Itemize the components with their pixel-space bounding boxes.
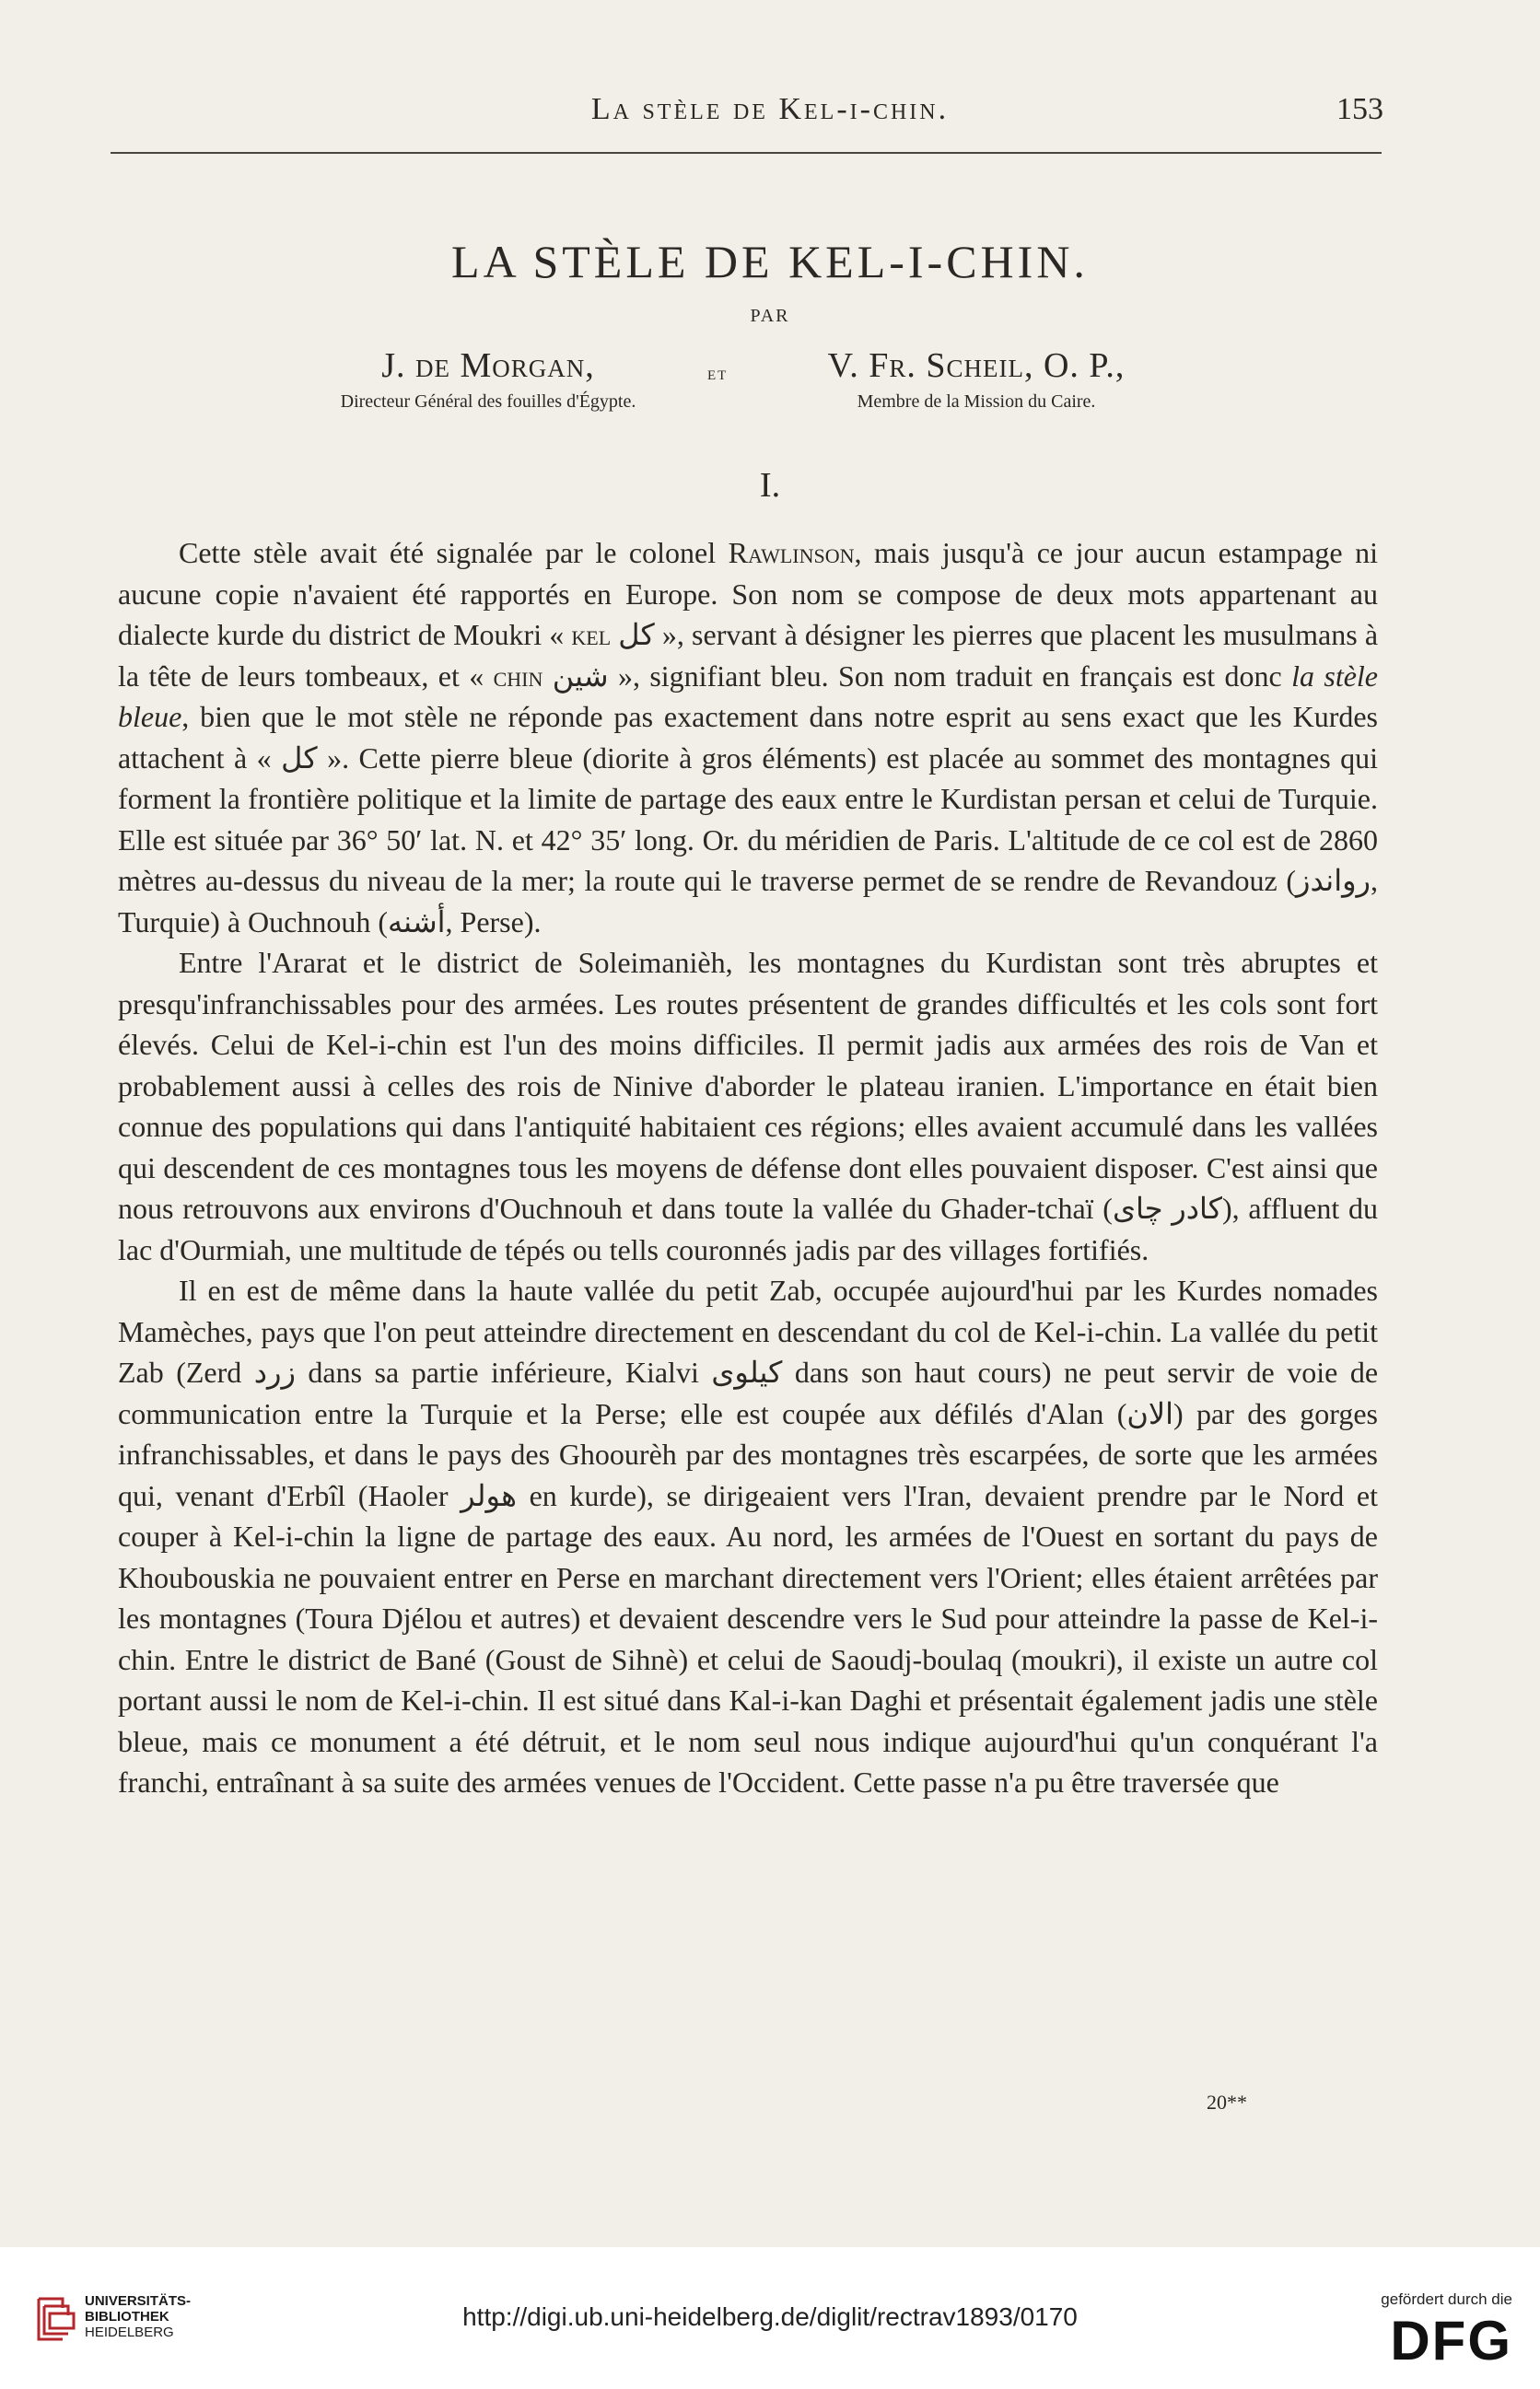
library-line: HEIDELBERG <box>85 2325 174 2340</box>
author-name: V. Fr. Scheil, O. P., <box>827 346 1126 385</box>
italic-phrase: la stèle bleue <box>118 658 1379 733</box>
text-run: , bien que le mot stèle ne réponde pas exactement dans notre esprit au sens exact que les Kurdes attachent à « كل ». Cette pierre bleue (diorite à gros éléments) est placée au sommet des montagnes qui forment la frontière politique et la limite de partage des eaux entre le Kurdistan persan et celui de Turquie. Elle est située par 36° 50′ lat. N. et 42° 35′ long. Or. du méridien de Paris. L'altitude de ce col est de 2860 mètres au-dessus du niveau de la mer; la route qui le traverse permet de se rendre de Revandouz (رواندز, Turquie) à Ouchnouh (أشنه, Perse). <box>118 700 1379 938</box>
author-role: Membre de la Mission du Caire. <box>857 391 1096 412</box>
author-morgan <box>295 345 682 413</box>
author-scheil <box>783 345 1170 413</box>
conjunction: et <box>707 361 729 384</box>
funding-caption: gefördert durch die <box>1381 2290 1512 2308</box>
dfg-logo: DFG <box>1390 2310 1512 2372</box>
section-number: I. <box>759 466 781 505</box>
running-head <box>0 92 1540 129</box>
article-title: LA STÈLE DE KEL-I-CHIN. <box>451 236 1089 287</box>
signature-mark: 20** <box>1207 2091 1247 2114</box>
paragraph-2: Entre l'Ararat et le district de Soleimanièh, les montagnes du Kurdistan sont très abruptes et presqu'infranchissables pour des armées. Les routes présentent de grandes difficultés et les cols sont fort élevés. Celui de Kel-i-chin est l'un des moins difficiles. Il permit jadis aux armées des rois de Van et probablement aussi à celles des rois de Ninive d'aborder le plateau iranien. L'importance en était bien connue des populations qui dans l'antiquité habitaient ces régions; elles avaient accumulé dans les vallées qui descendent de ces montagnes tous les moyens de défense dont elles pouvaient disposer. C'est ainsi que nous retrouvons aux environs d'Ouchnouh et dans toute la vallée du Ghader-tchaï (كادر چاى), affluent du lac d'Ourmiah, une multitude de tépés ou tells couronnés jadis par des villages fortifiés. <box>118 946 1379 1266</box>
word-kel: kel <box>571 618 612 651</box>
running-title: La stèle de Kel-i-chin. <box>590 92 950 126</box>
header-rule <box>111 152 1382 154</box>
body-text <box>118 532 1378 1803</box>
text-run: , mais jusqu'à ce jour aucun estampage ni aucune copie n'avaient été rapportés en Europe. Son nom se compose de deux mots appartenant au dialecte kurde du district de Moukri « <box>118 536 1379 651</box>
author-name: J. de Morgan, <box>381 346 595 385</box>
text-run: كل », servant à désigner les pierres que placent les musulmans à la tête de leurs tombeaux, et « <box>118 618 1379 693</box>
page-number: 153 <box>1336 92 1383 126</box>
word-chin: chin <box>493 658 543 693</box>
library-line: BIBLIOTHEK <box>85 2309 169 2325</box>
paragraph-1 <box>118 532 1378 942</box>
library-line: UNIVERSITÄTS- <box>85 2293 192 2309</box>
text-run: Cette stèle avait été signalée par le colonel <box>179 536 729 569</box>
footer-bar <box>0 2247 1540 2389</box>
paragraph-3: Il en est de même dans la haute vallée du petit Zab, occupée aujourd'hui par les Kurdes nomades Mamèches, pays que l'on peut atteindre directement en descendant du col de Kel-i-chin. La vallée du petit Zab (Zerd زرد dans sa partie inférieure, Kialvi كيلوى dans son haut cours) ne peut servir de voie de communication entre la Turquie et la Perse; elle est coupée aux défilés d'Alan (الان) par des gorges infranchissables, et dans le pays des Ghoourèh par des montagnes très escarpées, de sorte que les armées qui, venant d'Erbîl (Haoler هولر en kurde), se dirigeaient vers l'Iran, devaient prendre par le Nord et couper à Kel-i-chin la ligne de partage des eaux. Au nord, les armées de l'Ouest en sortant du pays de Khoubouskia ne pouvaient entrer en Perse en marchant directement vers l'Orient; elles étaient arrêtées par les montagnes (Toura Djélou et autres) et devaient descendre vers le Sud pour atteindre la passe de Kel-i-chin. Entre le district de Bané (Goust de Sihnè) et celui de Saoudj-boulaq (moukri), il existe un autre col portant aussi le nom de Kel-i-chin. Il est situé dans Kal-i-kan Daghi et présentait également jadis une stèle bleue, mais ce monument a été détruit, et le nom seul nous indique aujourd'hui qu'un conquérant l'a franchi, entraînant à sa suite des armées venues de l'Occident. Cette passe n'a pu être traversée que <box>118 1274 1379 1799</box>
digital-copy-link[interactable]: http://digi.ub.uni-heidelberg.de/diglit/rectrav1893/0170 <box>462 2302 1078 2331</box>
by-line: PAR <box>750 306 790 326</box>
text-run: شين », signifiant bleu. Son nom traduit en français est donc <box>542 658 1292 693</box>
author-role: Directeur Général des fouilles d'Égypte. <box>340 391 636 412</box>
name-rawlinson: Rawlinson <box>728 536 855 569</box>
